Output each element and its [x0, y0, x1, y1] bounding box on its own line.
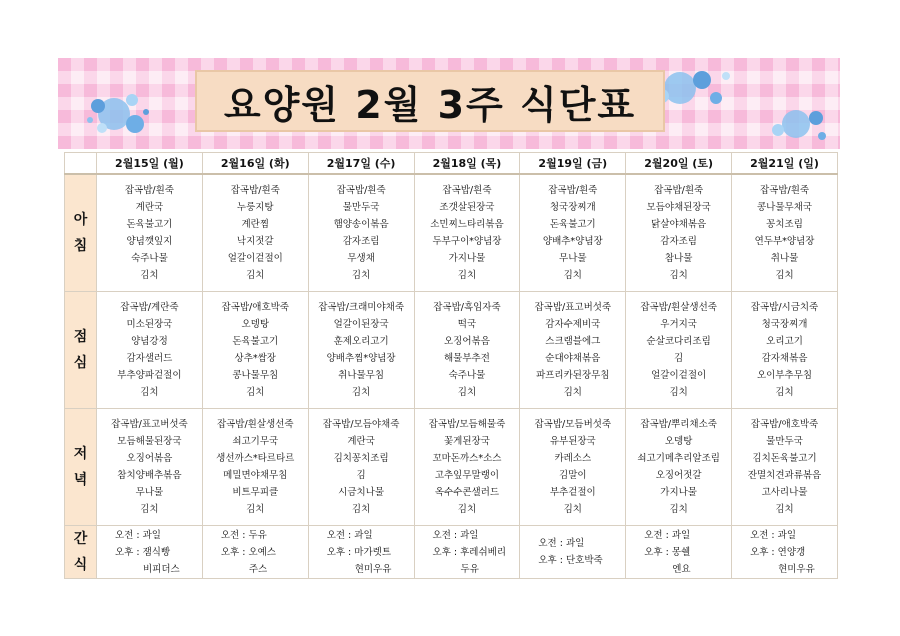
menu-item: 김치	[563, 270, 582, 281]
menu-item: 김치	[140, 504, 159, 515]
day-header-row	[65, 153, 838, 175]
menu-cell	[414, 174, 520, 292]
menu-item: 숙주나물	[448, 370, 486, 381]
snack-item: 오전 : 과일	[750, 529, 797, 541]
menu-item: 두부구이*양념장	[432, 236, 502, 247]
menu-cell	[626, 174, 732, 292]
menu-item: 고사리나물	[761, 487, 808, 498]
page-title: 요양원 2월 3주 식단표	[195, 70, 665, 132]
menu-item: 카레소스	[554, 453, 592, 464]
menu-item: 스크램블에그	[545, 336, 601, 347]
menu-item: 잡곡밥/흰살생선죽	[640, 302, 717, 313]
menu-item: 콩나물무침	[232, 370, 279, 381]
menu-item: 감자조림	[342, 236, 380, 247]
menu-item: 누룽지탕	[236, 202, 274, 213]
menu-cell	[520, 174, 626, 292]
menu-item: 꽁치조림	[766, 219, 803, 230]
snack-cell	[626, 526, 732, 579]
menu-item: 청국장찌개	[549, 202, 596, 213]
meal-label: 아 침	[65, 174, 97, 292]
menu-item: 잡곡밥/모듬버섯죽	[534, 419, 612, 430]
menu-item: 김치	[246, 387, 265, 398]
menu-item: 돈육불고기	[126, 219, 173, 230]
menu-item: 감자조림	[660, 236, 697, 247]
menu-item: 메밀면야채무침	[223, 470, 288, 481]
snack-cell	[97, 526, 203, 579]
menu-item: 닭살야채볶음	[651, 219, 707, 230]
snack-item: 비피더스	[143, 563, 180, 575]
menu-item: 훈제오리고기	[333, 336, 389, 347]
day-header: 2월17일 (수)	[308, 153, 414, 175]
menu-item: 김치	[246, 270, 265, 281]
snack-item: 현미우유	[778, 563, 815, 575]
snack-item: 오전 : 두유	[220, 529, 267, 541]
snack-item: 오후 : 마가렛트	[326, 546, 391, 558]
menu-item: 참치양배추볶음	[117, 470, 182, 481]
menu-item: 모듬해물된장국	[117, 436, 182, 447]
menu-item: 꼬마돈까스*소스	[432, 453, 502, 464]
menu-item: 가지나물	[660, 487, 697, 498]
menu-item: 김치	[563, 504, 582, 515]
menu-item: 취나물무침	[338, 370, 385, 381]
menu-item: 잡곡밥/크래미야채죽	[318, 302, 404, 313]
menu-item: 잡곡밥/뿌리채소죽	[640, 419, 717, 430]
snack-cell	[732, 526, 838, 579]
menu-item: 오징어젓갈	[655, 470, 702, 481]
menu-item: 유부된장국	[549, 436, 596, 447]
menu-item: 김치	[351, 270, 371, 281]
menu-item: 콩나물무채국	[757, 202, 813, 213]
snack-item: 오후 : 몽쉘	[644, 546, 691, 558]
menu-cell	[308, 292, 414, 409]
menu-item: 잡곡밥/표고버섯죽	[111, 419, 188, 430]
menu-item: 쇠고기무국	[232, 436, 279, 447]
menu-item: 김치	[140, 270, 159, 281]
snack-item: 엔요	[672, 563, 691, 575]
menu-item: 조갯살된장국	[439, 202, 495, 213]
menu-cell	[626, 292, 732, 409]
day-header: 2월16일 (화)	[202, 153, 308, 175]
menu-cell	[520, 409, 626, 526]
menu-cell	[732, 292, 838, 409]
menu-item: 계란국	[347, 436, 375, 447]
dinner-row	[65, 409, 838, 526]
meal-label: 저 녁	[65, 409, 97, 526]
corner-cell	[65, 153, 97, 175]
snack-item: 오전 : 과일	[432, 529, 479, 541]
menu-item: 잡곡밥/애호박죽	[221, 302, 289, 313]
day-header: 2월21일 (일)	[732, 153, 838, 175]
menu-item: 떡국	[457, 319, 477, 330]
day-header: 2월18일 (목)	[414, 153, 520, 175]
menu-item: 김말이	[559, 470, 587, 481]
snack-item: 오후 : 후레쉬베리	[432, 546, 507, 558]
menu-item: 잡곡밥/흰죽	[548, 185, 598, 196]
menu-item: 얼갈이된장국	[333, 319, 389, 330]
menu-item: 잡곡밥/흑임자죽	[433, 302, 501, 313]
menu-item: 김	[356, 470, 366, 481]
menu-item: 오리고기	[766, 336, 803, 347]
menu-item: 오징어볶음	[126, 453, 173, 464]
menu-item: 청국장찌개	[761, 319, 808, 330]
menu-item: 김치돈육불고기	[752, 453, 817, 464]
menu-item: 잔멸치견과류볶음	[747, 470, 822, 481]
snack-item: 주스	[248, 563, 268, 575]
snack-cell	[520, 526, 626, 579]
menu-item: 비트무피클	[232, 487, 279, 498]
menu-item: 양배추*양념장	[542, 236, 603, 247]
menu-item: 잡곡밥/모듬야채죽	[322, 419, 400, 430]
snack-item: 오전 : 과일	[115, 529, 161, 541]
snack-cell	[414, 526, 520, 579]
menu-item: 햄양송이볶음	[333, 219, 389, 230]
splash-left-decoration	[80, 84, 160, 144]
breakfast-row	[65, 174, 838, 292]
menu-item: 잡곡밥/흰죽	[442, 185, 492, 196]
menu-item: 무나물	[559, 253, 587, 264]
menu-item: 참나물	[664, 253, 693, 264]
menu-cell	[520, 292, 626, 409]
menu-item: 숙주나물	[131, 253, 168, 264]
splash-far-right-decoration	[760, 100, 840, 150]
menu-item: 잡곡밥/표고버섯죽	[534, 302, 612, 313]
menu-cell	[97, 174, 203, 292]
menu-item: 잡곡밥/흰죽	[654, 185, 704, 196]
menu-cell	[97, 292, 203, 409]
menu-item: 김치	[669, 270, 688, 281]
menu-item: 잡곡밥/시금치죽	[750, 302, 819, 313]
menu-item: 양념강정	[131, 336, 168, 347]
menu-item: 잡곡밥/흰죽	[336, 185, 386, 196]
menu-item: 김치	[669, 504, 688, 515]
snack-item: 오후 : 오예스	[220, 546, 276, 558]
menu-item: 오뎅탕	[241, 319, 270, 330]
snack-row	[65, 526, 838, 579]
menu-item: 얼갈이겉절이	[227, 253, 283, 264]
menu-item: 얼갈이겉절이	[651, 370, 707, 381]
menu-item: 김치	[457, 270, 477, 281]
menu-cell	[414, 292, 520, 409]
menu-item: 김치	[563, 387, 582, 398]
menu-cell	[202, 292, 308, 409]
menu-cell	[732, 409, 838, 526]
menu-item: 감자채볶음	[761, 353, 808, 364]
lunch-row	[65, 292, 838, 409]
snack-item: 두유	[460, 563, 479, 575]
menu-cell	[732, 174, 838, 292]
snack-cell	[308, 526, 414, 579]
menu-item: 순살코다리조림	[646, 336, 711, 347]
menu-item: 생선까스*타르타르	[216, 453, 295, 464]
menu-cell	[97, 409, 203, 526]
menu-item: 부추겉절이	[549, 487, 596, 498]
snack-item: 현미우유	[354, 563, 392, 575]
day-header: 2월19일 (금)	[520, 153, 626, 175]
menu-item: 무나물	[135, 487, 164, 498]
meal-label: 점 심	[65, 292, 97, 409]
menu-item: 잡곡밥/흰죽	[124, 185, 174, 196]
snack-item: 오전 : 과일	[538, 538, 585, 549]
menu-item: 상추*쌈장	[234, 353, 276, 364]
menu-item: 양배추찜*양념장	[326, 353, 396, 364]
menu-item: 부추양파겉절이	[117, 370, 182, 381]
snack-item: 오전 : 과일	[644, 529, 691, 541]
menu-item: 김치	[775, 270, 794, 281]
menu-item: 김치	[669, 387, 688, 398]
menu-item: 모듬야채된장국	[646, 202, 711, 213]
menu-item: 김치	[457, 504, 477, 515]
snack-cell	[202, 526, 308, 579]
menu-cell	[626, 409, 732, 526]
menu-item: 꽃게된장국	[444, 436, 490, 447]
menu-item: 김치	[775, 387, 794, 398]
menu-cell	[308, 409, 414, 526]
menu-item: 김치	[246, 504, 265, 515]
menu-item: 잡곡밥/흰죽	[759, 185, 810, 196]
menu-cell	[414, 409, 520, 526]
menu-item: 낙지젓갈	[236, 236, 274, 247]
menu-item: 돈육불고기	[232, 336, 279, 347]
menu-item: 계란찜	[241, 219, 270, 230]
menu-item: 연두부*양념장	[754, 236, 815, 247]
snack-item: 오후 : 잼식빵	[115, 546, 171, 558]
menu-item: 김치꽁치조림	[333, 453, 389, 464]
meal-label: 간 식	[65, 526, 97, 579]
menu-item: 잡곡밥/계란죽	[120, 302, 179, 313]
menu-item: 오징어볶음	[444, 336, 490, 347]
menu-item: 순대야채볶음	[545, 353, 601, 364]
menu-item: 잡곡밥/애호박죽	[750, 419, 819, 430]
menu-item: 우거지국	[660, 319, 697, 330]
menu-item: 무생채	[347, 253, 375, 264]
menu-item: 쇠고기메추리알조림	[637, 453, 720, 464]
menu-item: 가지나물	[448, 253, 486, 264]
menu-item: 잡곡밥/흰죽	[230, 185, 280, 196]
day-header: 2월20일 (토)	[626, 153, 732, 175]
menu-item: 물만두국	[766, 436, 803, 447]
menu-item: 김	[674, 353, 684, 364]
menu-item: 돈육불고기	[549, 219, 596, 230]
snack-item: 오후 : 단호박죽	[538, 555, 603, 566]
menu-cell	[202, 409, 308, 526]
menu-item: 김치	[351, 504, 371, 515]
menu-item: 김치	[457, 387, 477, 398]
menu-item: 취나물	[770, 253, 799, 264]
menu-item: 옥수수콘샐러드	[434, 487, 500, 498]
meal-schedule-table	[64, 152, 838, 579]
menu-item: 감자샐러드	[126, 353, 173, 364]
menu-item: 오뎅탕	[664, 436, 693, 447]
snack-item: 오전 : 과일	[326, 529, 373, 541]
menu-item: 잡곡밥/모듬해물죽	[428, 419, 506, 430]
day-header: 2월15일 (월)	[97, 153, 203, 175]
menu-item: 물만두국	[342, 202, 380, 213]
menu-item: 계란국	[135, 202, 164, 213]
menu-cell	[308, 174, 414, 292]
menu-item: 김치	[775, 504, 794, 515]
menu-item: 해물부추전	[444, 353, 490, 364]
menu-item: 감자수제비국	[545, 319, 601, 330]
menu-item: 오이부추무침	[757, 370, 813, 381]
menu-item: 잡곡밥/흰살생선죽	[216, 419, 294, 430]
menu-item: 시금치나물	[338, 487, 385, 498]
menu-item: 파프리카된장무침	[536, 370, 610, 381]
menu-cell	[202, 174, 308, 292]
snack-item: 오후 : 연양갱	[750, 546, 806, 558]
menu-item: 고추잎무말랭이	[434, 470, 500, 481]
menu-item: 미소된장국	[126, 319, 173, 330]
menu-item: 김치	[351, 387, 371, 398]
menu-item: 김치	[140, 387, 159, 398]
menu-item: 소민찌느타리볶음	[430, 219, 504, 230]
menu-item: 양념깻잎지	[126, 236, 173, 247]
